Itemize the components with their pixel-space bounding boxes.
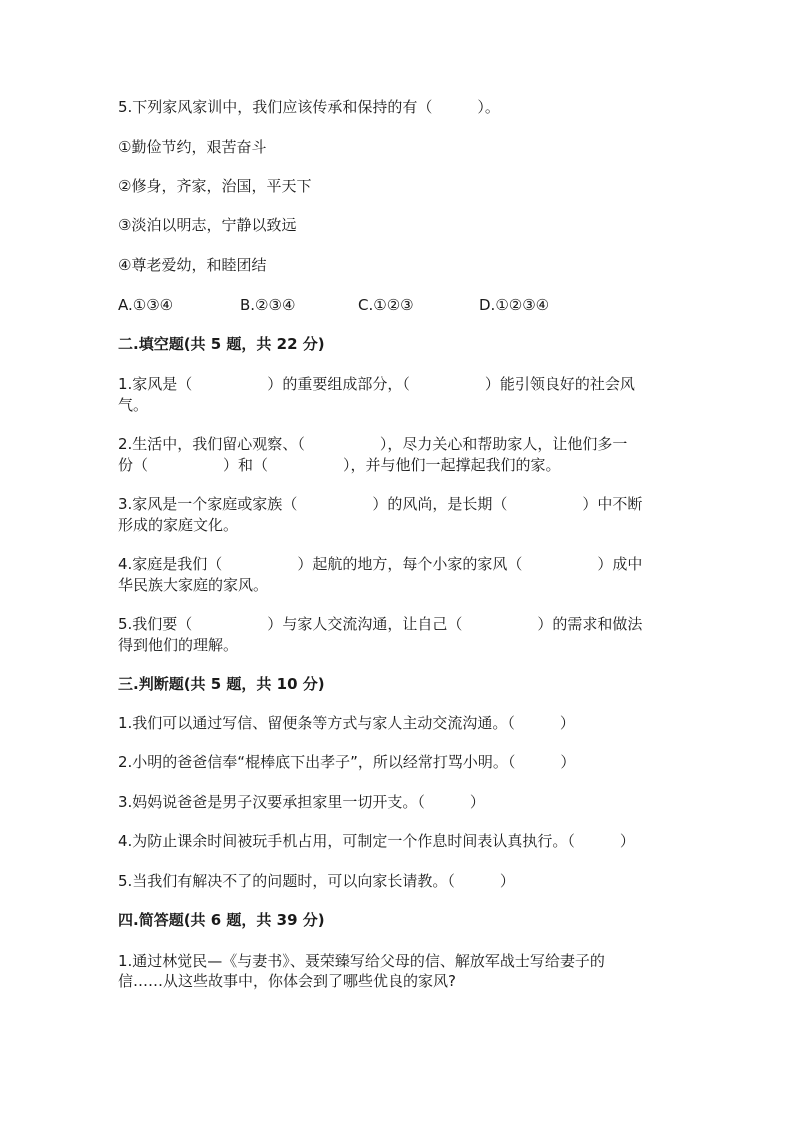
section-4-heading: 四.简答题(共 6 题，共 39 分) — [118, 911, 325, 929]
fill-question-3-line-2: 形成的家庭文化。 — [118, 516, 239, 534]
judge-question-5: 5.当我们有解决不了的问题时，可以向家长请教。（ ） — [118, 872, 515, 890]
option-b: B.②③④ — [240, 296, 296, 314]
section-3-heading: 三.判断题(共 5 题，共 10 分) — [118, 675, 325, 693]
question-5-item-2: ②修身，齐家，治国，平天下 — [118, 177, 312, 195]
fill-question-5-line-2: 得到他们的理解。 — [118, 636, 239, 654]
judge-question-4: 4.为防止课余时间被玩手机占用，可制定一个作息时间表认真执行。（ ） — [118, 832, 635, 850]
short-answer-question-1-line-1: 1.通过林觉民—《与妻书》、聂荣臻写给父母的信、解放军战士写给妻子的 — [118, 952, 605, 970]
fill-question-4-line-1: 4.家庭是我们（ ）起航的地方，每个小家的家风（ ）成中 — [118, 555, 643, 573]
option-a: A.①③④ — [118, 296, 174, 314]
question-5-item-3: ③淡泊以明志，宁静以致远 — [118, 216, 297, 234]
fill-question-2-line-2: 份（ ）和（ ），并与他们一起撑起我们的家。 — [118, 456, 561, 474]
question-5-stem: 5.下列家风家训中，我们应该传承和保持的有（ ）。 — [118, 98, 500, 116]
question-5-item-1: ①勤俭节约，艰苦奋斗 — [118, 138, 267, 156]
judge-question-3: 3.妈妈说爸爸是男子汉要承担家里一切开支。（ ） — [118, 793, 485, 811]
question-5-item-4: ④尊老爱幼，和睦团结 — [118, 256, 267, 274]
fill-question-4-line-2: 华民族大家庭的家风。 — [118, 576, 269, 594]
short-answer-question-1-line-2: 信……从这些故事中，你体会到了哪些优良的家风? — [118, 972, 456, 990]
fill-question-1-line-2: 气。 — [118, 396, 149, 414]
fill-question-2-line-1: 2.生活中，我们留心观察、（ ），尽力关心和帮助家人，让他们多一 — [118, 435, 628, 453]
fill-question-3-line-1: 3.家风是一个家庭或家族（ ）的风尚，是长期（ ）中不断 — [118, 495, 643, 513]
option-c: C.①②③ — [358, 296, 414, 314]
fill-question-1-line-1: 1.家风是（ ）的重要组成部分，（ ）能引领良好的社会风 — [118, 375, 635, 393]
judge-question-1: 1.我们可以通过写信、留便条等方式与家人主动交流沟通。（ ） — [118, 714, 575, 732]
option-d: D.①②③④ — [479, 296, 550, 314]
judge-question-2: 2.小明的爸爸信奉“棍棒底下出孝子”，所以经常打骂小明。（ ） — [118, 753, 576, 771]
fill-question-5-line-1: 5.我们要（ ）与家人交流沟通，让自己（ ）的需求和做法 — [118, 615, 643, 633]
section-2-heading: 二.填空题(共 5 题，共 22 分) — [118, 335, 325, 353]
